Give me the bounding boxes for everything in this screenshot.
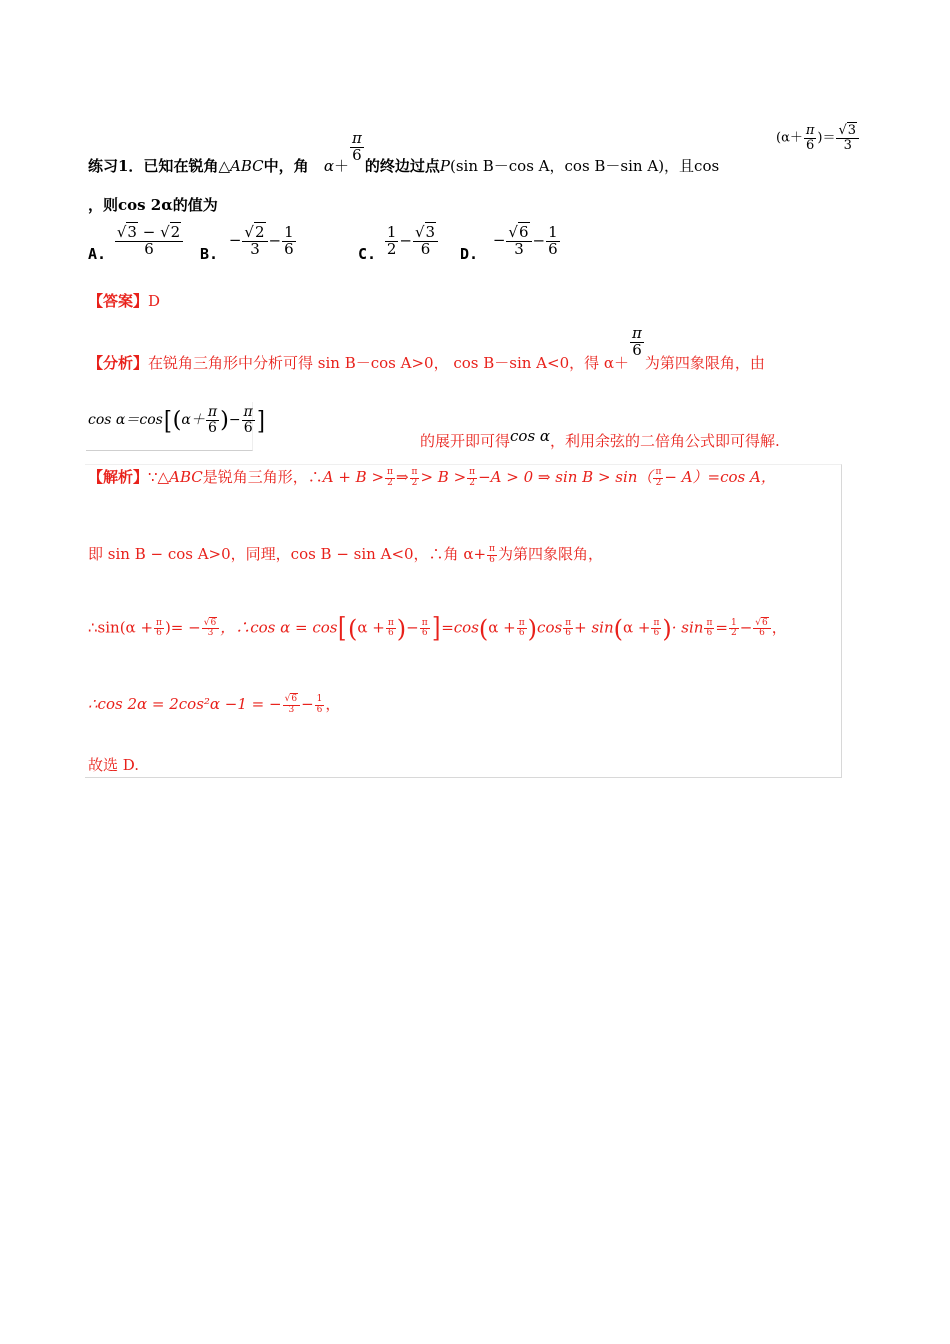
solution-line-4: ∴cos 2α = 2cos²α −1 = − $\frac{√6}{3}$ − $\frac{1}{6}$ ，: [88, 694, 341, 715]
pi-over-6-fraction: $\frac{\pi}{6}$: [352, 129, 362, 164]
solution-line-3: ∴sin(α + $\frac{\pi}{6}$ )= − $\frac{√6}{3}$ ，∴cos α = cos[(α + $\frac{\pi}{6}$ )− $\frac{\pi}{6}$ ]=cos(α + $\frac{\pi}{6}$ )cos $\frac{\pi}{6}$ + sin(α + $\frac{\pi}{6}$ )· sin $\frac{\pi}{6}$ = $\frac{1}{2}$ − $\frac{√6}{6}$ ，: [88, 613, 787, 644]
question-line-1: [88, 125, 719, 175]
analysis-row: [88, 322, 765, 373]
question-label: 练习1．已知在锐角△: [88, 157, 230, 176]
alpha-symbol: α: [323, 157, 334, 176]
answer-row: [88, 290, 160, 311]
option-a-fraction: $\frac{√3 - √2}{6}$: [115, 225, 183, 258]
triangle-name: ABC: [229, 157, 264, 176]
analysis-text-1: 在锐角三角形中分析可得 sin B－cos A>0， cos B－sin A<0，得 α＋: [148, 354, 630, 373]
cos-alpha-formula: cos α＝cos[(α＋ $\frac{\pi}{6}$ )− $\frac{\pi}{6}$ ]: [88, 404, 265, 436]
question-line-2: ，则cos 2α的值为: [88, 196, 218, 214]
solution-conclusion: 故选 D.: [88, 756, 140, 774]
point-coords: (sin B－cos A，cos B－sin A)，且cos: [449, 157, 720, 176]
analysis-pi-6: $\frac{\pi}{6}$: [632, 324, 642, 359]
option-a[interactable]: A. $\frac{√3 - √2}{6}$: [88, 225, 184, 258]
question-mid: 中，角: [263, 157, 309, 176]
answer-label: 【答案】: [88, 292, 149, 310]
solution-line-2: 即 sin B − cos A>0，同理，cos B − sin A<0，∴角 α+ $\frac{\pi}{6}$ 为第四象限角，: [88, 544, 603, 565]
plus-sign: ＋: [334, 157, 350, 176]
option-b[interactable]: B. − $\frac{√2}{3}$ − $\frac{1}{6}$: [200, 223, 294, 264]
point-p: P: [439, 157, 450, 176]
solution-label: 【解析】: [88, 468, 149, 486]
solution-line-1: 【解析】∵△ABC是锐角三角形，∴A + B > $\frac{\pi}{2}$ ⇒ $\frac{\pi}{2}$ > B > $\frac{\pi}{2}$ −A > 0 ⇒ sin B > sin（ $\frac{\pi}{2}$ − A）=cos A，: [88, 467, 776, 488]
analysis-label: 【分析】: [88, 354, 149, 373]
terminal-text: 的终边过点: [364, 157, 440, 176]
given-condition: (α＋ $\frac{\pi}{6}$ )＝ $\frac{√3}{3}$: [776, 124, 860, 152]
option-d[interactable]: D. − $\frac{√6}{3}$ − $\frac{1}{6}$: [460, 223, 558, 264]
option-c[interactable]: C. $\frac{1}{2}$ − $\frac{√3}{6}$: [358, 225, 439, 258]
analysis-tail: 的展开即可得cos α，利用余弦的二倍角公式即可得解.: [420, 427, 780, 450]
analysis-text-2: 为第四象限角，由: [644, 354, 765, 373]
answer-value: D: [148, 292, 161, 310]
